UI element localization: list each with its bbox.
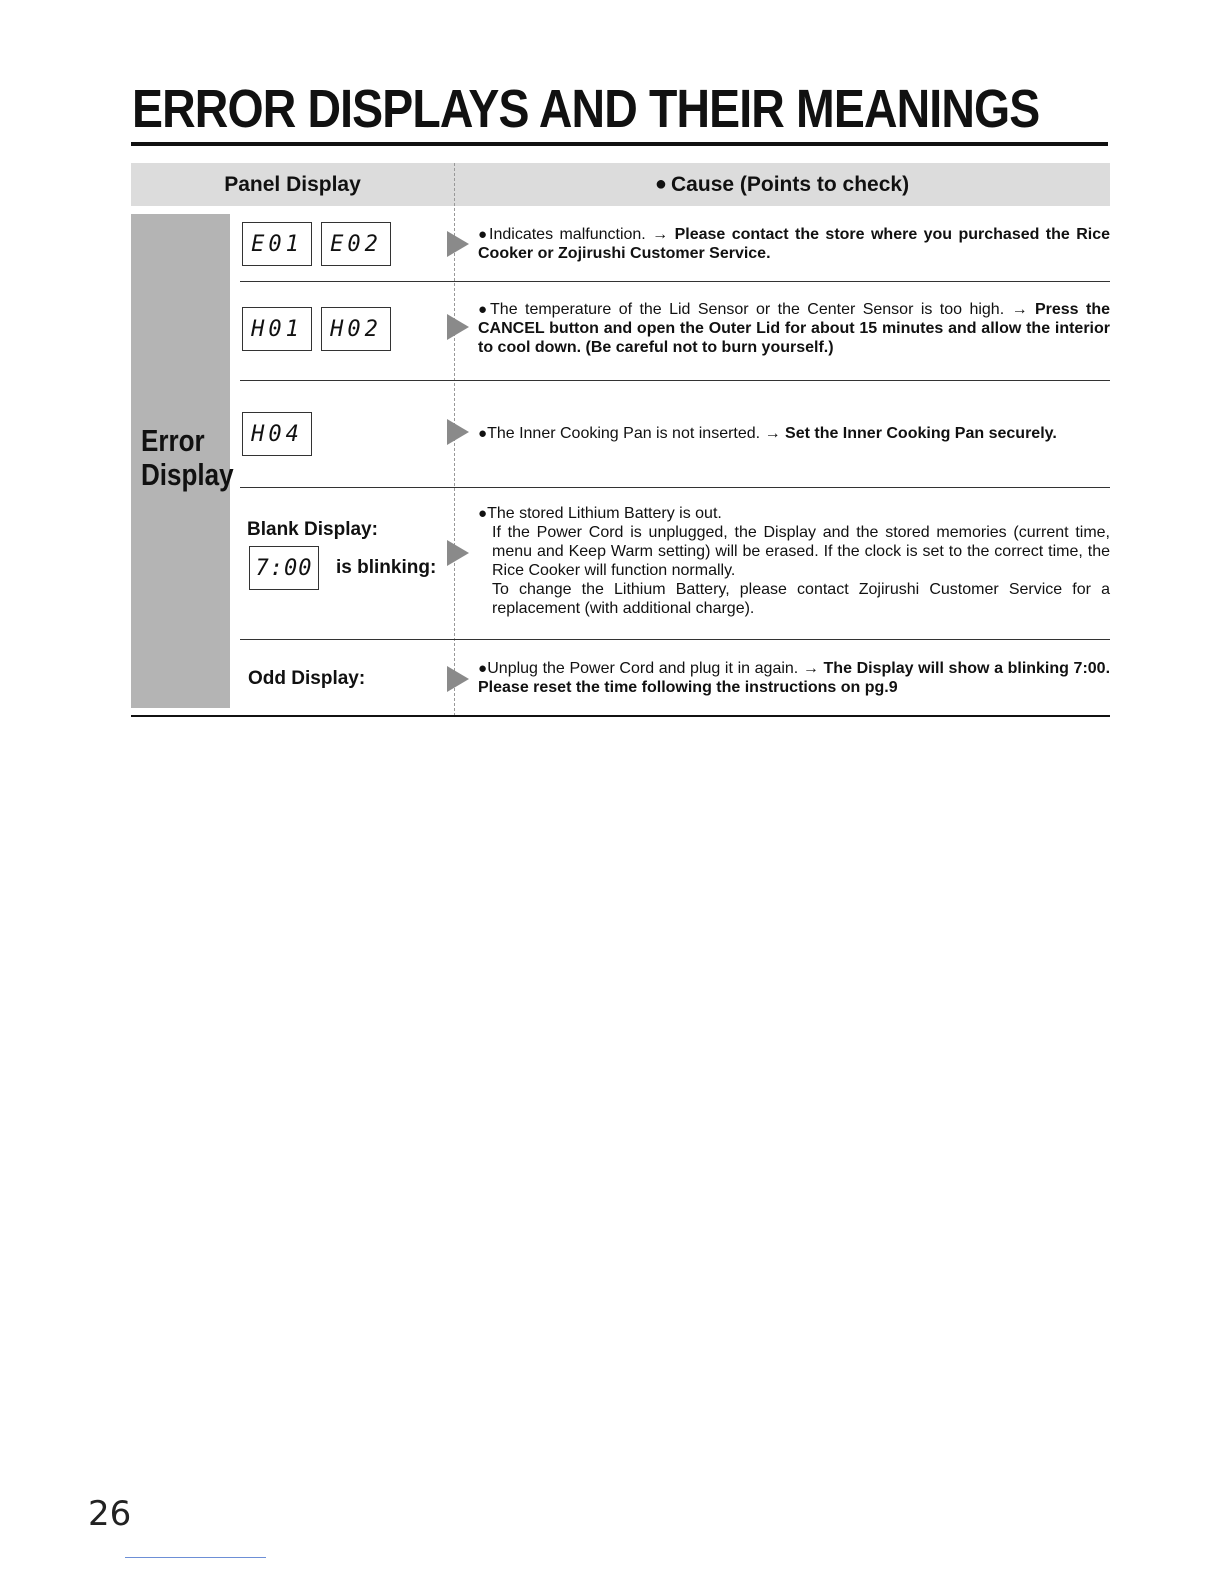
arrow-icon: → bbox=[652, 226, 669, 243]
cause-detail-2: To change the Lithium Battery, please contact Zojirushi Customer Service for a replacement (with additional charge). bbox=[492, 581, 1110, 617]
row-divider bbox=[240, 281, 1110, 282]
error-display-sidebar bbox=[131, 214, 234, 708]
clock-display: 7:00 bbox=[249, 546, 319, 590]
cause-desc: The stored Lithium Battery is out. bbox=[487, 505, 722, 522]
row-divider bbox=[240, 487, 1110, 488]
sidebar-label bbox=[141, 424, 234, 492]
code-display: H02 bbox=[321, 307, 391, 351]
arrow-right-icon bbox=[447, 540, 469, 566]
cause-text bbox=[478, 225, 1110, 263]
blank-display-label: Blank Display: bbox=[247, 519, 378, 540]
code-display: E01 bbox=[242, 222, 312, 266]
page-title: ERROR DISPLAYS AND THEIR MEANINGS bbox=[132, 79, 1040, 139]
bullet-icon: ● bbox=[478, 505, 488, 522]
cause-desc: Unplug the Power Cord and plug it in again. bbox=[487, 660, 799, 677]
cause-text bbox=[478, 504, 1110, 618]
arrow-icon: → bbox=[802, 660, 819, 677]
row-divider bbox=[240, 380, 1110, 381]
arrow-right-icon bbox=[447, 231, 469, 257]
cause-action: The Display will show a blinking 7:00. Please reset the time following the instructions on pg.9 bbox=[478, 660, 1111, 696]
header-cause-label: Cause (Points to check) bbox=[671, 172, 910, 196]
arrow-icon: → bbox=[1011, 301, 1028, 318]
table-header bbox=[131, 163, 1110, 206]
arrow-icon: → bbox=[764, 425, 781, 442]
bullet-icon: ● bbox=[478, 226, 490, 243]
cause-action: Set the Inner Cooking Pan securely. bbox=[785, 425, 1057, 442]
odd-display-label: Odd Display: bbox=[248, 668, 366, 689]
cause-desc: Indicates malfunction. bbox=[489, 226, 646, 243]
header-cause bbox=[454, 163, 1110, 206]
table-bottom-rule bbox=[131, 715, 1110, 717]
cause-action: Press the CANCEL button and open the Outer Lid for about 15 minutes and allow the interior to cool down. (Be careful not to burn yourself.) bbox=[478, 301, 1110, 356]
row-divider bbox=[240, 639, 1110, 640]
sidebar-label-line2: Display bbox=[141, 457, 234, 492]
sidebar-label-line1: Error bbox=[141, 423, 205, 458]
code-display: H04 bbox=[242, 412, 312, 456]
cause-desc: The Inner Cooking Pan is not inserted. bbox=[487, 425, 761, 442]
bullet-icon: ● bbox=[478, 301, 491, 318]
page-number: 26 bbox=[88, 1494, 132, 1534]
blinking-label: is blinking: bbox=[336, 557, 437, 578]
bullet-icon: ● bbox=[478, 425, 488, 442]
cause-text bbox=[478, 424, 1110, 443]
cause-text bbox=[478, 300, 1110, 357]
footer-link-underline bbox=[125, 1557, 266, 1558]
header-panel-display: Panel Display bbox=[224, 172, 361, 196]
arrow-right-icon bbox=[447, 314, 469, 340]
code-display: E02 bbox=[321, 222, 391, 266]
cause-action: Please contact the store where you purchased the Rice Cooker or Zojirushi Customer Service. bbox=[478, 226, 1111, 262]
bullet-icon: ● bbox=[654, 173, 668, 195]
title-underline bbox=[131, 142, 1108, 146]
cause-detail: If the Power Cord is unplugged, the Display and the stored memories (current time, menu and Keep Warm setting) will be erased. If the clock is set to the correct time, the Rice Cooker will function normally. bbox=[492, 524, 1110, 579]
cause-text bbox=[478, 659, 1110, 697]
bullet-icon: ● bbox=[478, 660, 488, 677]
arrow-right-icon bbox=[447, 666, 469, 692]
arrow-right-icon bbox=[447, 419, 469, 445]
cause-desc: The temperature of the Lid Sensor or the Center Sensor is too high. bbox=[490, 301, 1005, 318]
code-display: H01 bbox=[242, 307, 312, 351]
